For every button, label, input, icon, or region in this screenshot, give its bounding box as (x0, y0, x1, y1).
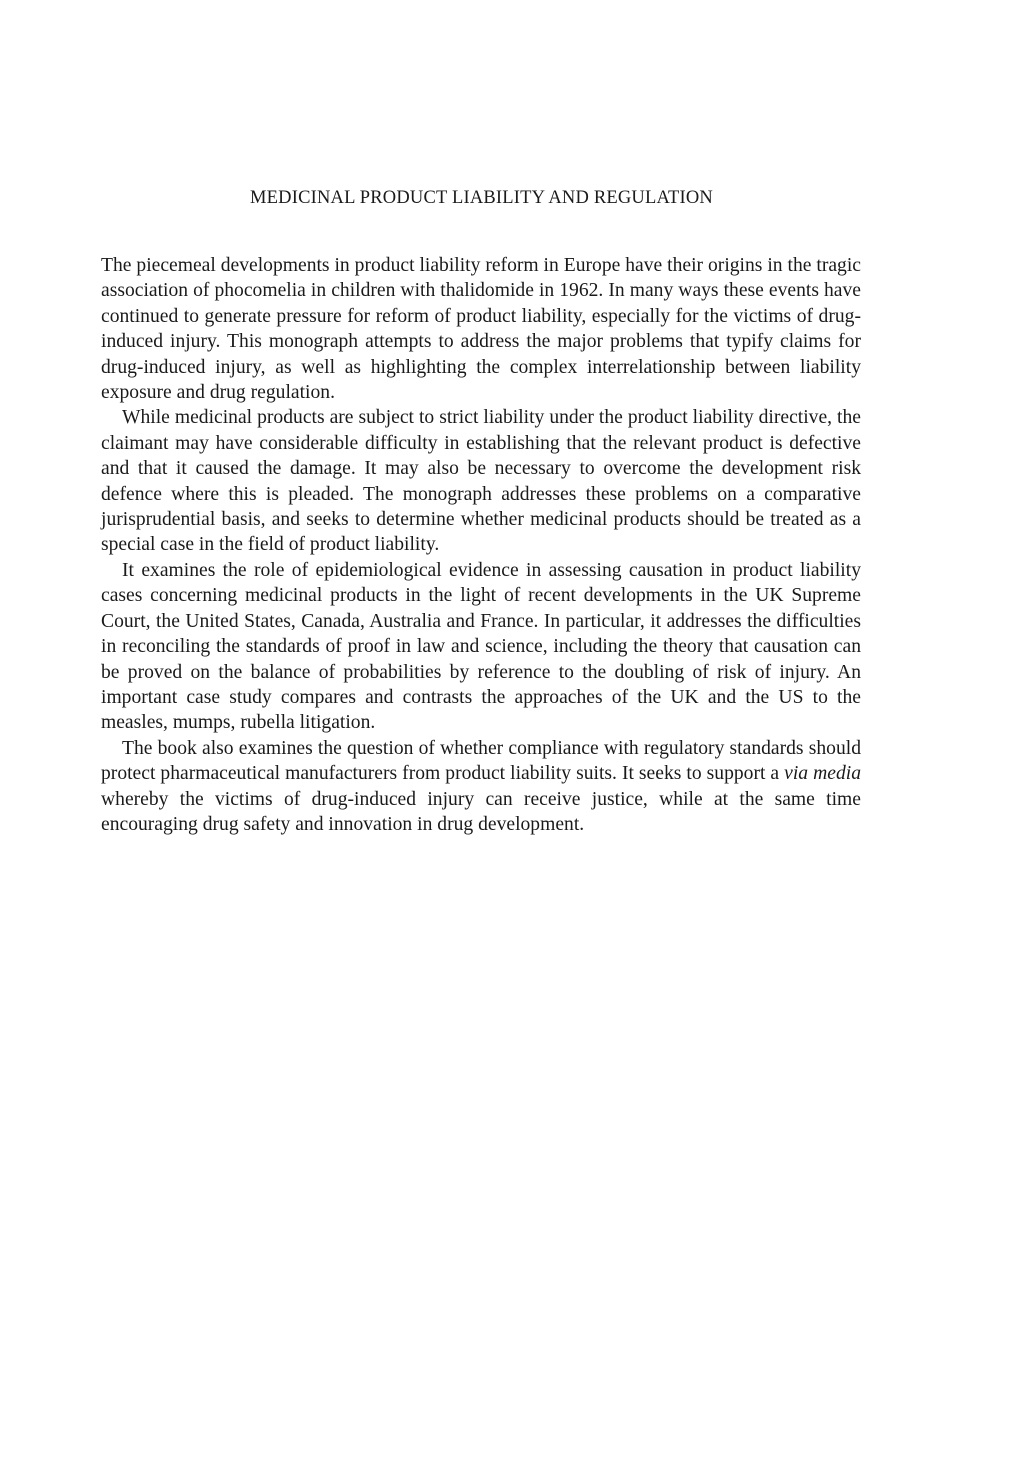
paragraph-3: It examines the role of epidemiological evidence in assessing causation in product liability cases concerning medicinal products in the light of recent developments in the UK Supreme Court, the United States, Canada, Australia and France. In particular, it addresses the difficulties in reconciling the standards of proof in law and science, including the theory that causation can be proved on the balance of probabilities by reference to the doubling of risk of injury. An important case study compares and contrasts the approaches of the UK and the US to the measles, mumps, rubella litigation. (101, 559, 861, 734)
paragraph-4 (101, 736, 861, 838)
paragraph-4-start: The book also examines the question of whether compliance with regulatory standards should protect pharmaceutical manufacturers from product liability suits. It seeks to support a (101, 737, 861, 785)
paragraph-2: While medicinal products are subject to strict liability under the product liability directive, the claimant may have considerable difficulty in establishing that the relevant product is defective and that it caused the damage. It may also be necessary to overcome the development risk defence where this is pleaded. The monograph addresses these problems on a comparative jurisprudential basis, and seeks to determine whether medicinal products should be treated as a special case in the field of product liability. (101, 407, 861, 556)
paragraph-4-end: whereby the victims of drug-induced injury can receive justice, while at the same time encouraging drug safety and innovation in drug development. (101, 788, 861, 835)
body-text (101, 253, 861, 837)
paragraph-1: The piecemeal developments in product liability reform in Europe have their origins in the tragic association of phocomelia in children with thalidomide in 1962. In many ways these events have continued to generate pressure for reform of product liability, especially for the victims of drug-induced injury. This monograph attempts to address the major problems that typify claims for drug-induced injury, as well as highlighting the complex interrelationship between liability exposure and drug regulation. (101, 255, 861, 404)
page-title: MEDICINAL PRODUCT LIABILITY AND REGULATION (250, 188, 713, 208)
italic-phrase: via media (784, 763, 861, 785)
